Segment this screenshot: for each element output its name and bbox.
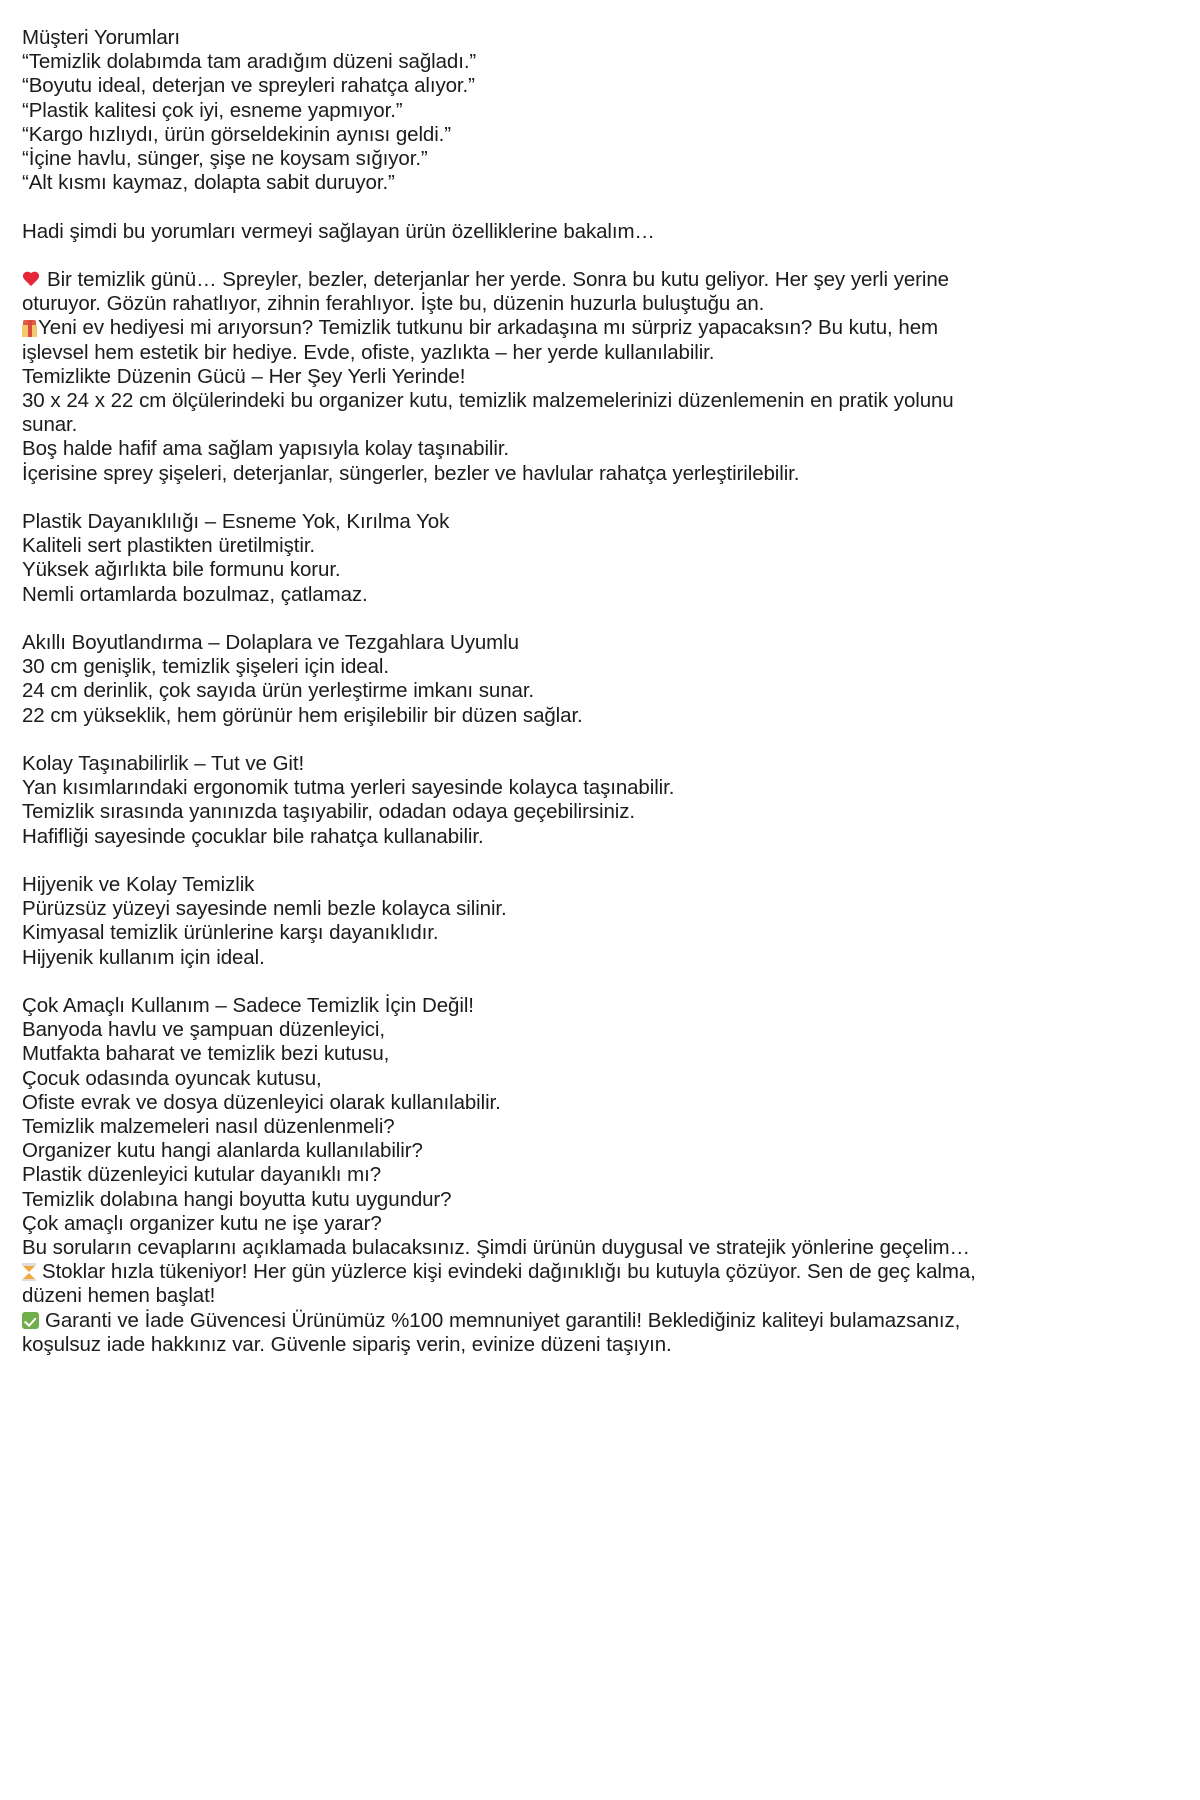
use-case-kids-room: Çocuk odasında oyuncak kutusu, — [22, 1066, 322, 1090]
gift-pitch — [22, 316, 1005, 364]
feature-durability-title: Plastik Dayanıklılığı – Esneme Yok, Kırılma Yok — [22, 510, 450, 534]
urgency-stock — [22, 1260, 1005, 1308]
feature-hygiene-title: Hijyenik ve Kolay Temizlik — [22, 873, 255, 897]
faq-question-3: Plastik düzenleyici kutular dayanıklı mı? — [22, 1163, 382, 1187]
spacer — [22, 607, 1005, 631]
feature-order-contents: İçerisine sprey şişeleri, deterjanlar, süngerler, bezler ve havlular rahatça yerleştirilebilir. — [22, 461, 800, 485]
feature-sizing-item-3: 22 cm yükseklik, hem görünür hem erişilebilir bir düzen sağlar. — [22, 703, 583, 727]
guarantee-text: Garanti ve İade Güvencesi Ürünümüz %100 memnuniyet garantili! Beklediğiniz kaliteyi bulamazsanız, koşulsuz iade hakkınız var. Güvenle sipariş verin, evinize düzeni taşıyın. — [22, 1308, 961, 1356]
guarantee — [22, 1309, 1005, 1357]
spacer — [22, 728, 1005, 752]
use-case-bathroom: Banyoda havlu ve şampuan düzenleyici, — [22, 1018, 385, 1042]
feature-portability-item-3: Hafifliği sayesinde çocuklar bile rahatça kullanabilir. — [22, 824, 484, 848]
emotional-intro-text: Bir temizlik günü… Spreyler, bezler, deterjanlar her yerde. Sonra bu kutu geliyor. Her şey yerli yerine oturuyor. Gözün rahatlıyor, zihnin ferahlıyor. İşte bu, düzenin huzurla buluştuğu an. — [22, 268, 949, 316]
feature-hygiene-item-3: Hijyenik kullanım için ideal. — [22, 945, 265, 969]
review-quote-2: “Boyutu ideal, deterjan ve spreyleri rahatça alıyor.” — [22, 74, 475, 98]
feature-durability-item-2: Yüksek ağırlıkta bile formunu korur. — [22, 558, 341, 582]
feature-order-weight: Boş halde hafif ama sağlam yapısıyla kolay taşınabilir. — [22, 437, 510, 461]
urgency-stock-text: Stoklar hızla tükeniyor! Her gün yüzlerce kişi evindeki dağınıklığı bu kutuyla çözüyor. Sen de geç kalma, düzeni hemen başlat! — [22, 1260, 976, 1308]
feature-sizing-title: Akıllı Boyutlandırma – Dolaplara ve Tezgahlara Uyumlu — [22, 631, 519, 655]
use-case-kitchen: Mutfakta baharat ve temizlik bezi kutusu, — [22, 1042, 390, 1066]
transition-line: Hadi şimdi bu yorumları vermeyi sağlayan ürün özelliklerine bakalım… — [22, 219, 655, 243]
heart-icon — [22, 272, 40, 288]
review-quote-4: “Kargo hızlıydı, ürün görseldekinin aynısı geldi.” — [22, 122, 452, 146]
feature-durability-item-1: Kaliteli sert plastikten üretilmiştir. — [22, 534, 316, 558]
feature-hygiene-item-2: Kimyasal temizlik ürünlerine karşı dayanıklıdır. — [22, 921, 439, 945]
feature-sizing-item-1: 30 cm genişlik, temizlik şişeleri için ideal. — [22, 655, 389, 679]
use-case-office: Ofiste evrak ve dosya düzenleyici olarak kullanılabilir. — [22, 1090, 501, 1114]
hourglass-icon — [22, 1263, 36, 1281]
gift-icon — [22, 320, 37, 337]
feature-order-dimensions: 30 x 24 x 22 cm ölçülerindeki bu organizer kutu, temizlik malzemelerinizi düzenlemenin en pratik yolunu sunar. — [22, 389, 954, 437]
check-mark-icon — [22, 1312, 39, 1329]
faq-question-1: Temizlik malzemeleri nasıl düzenlenmeli? — [22, 1115, 395, 1139]
feature-durability-item-3: Nemli ortamlarda bozulmaz, çatlamaz. — [22, 582, 368, 606]
faq-question-5: Çok amaçlı organizer kutu ne işe yarar? — [22, 1211, 382, 1235]
emotional-intro — [22, 268, 1005, 316]
feature-portability-item-1: Yan kısımlarındaki ergonomik tutma yerleri sayesinde kolayca taşınabilir. — [22, 776, 675, 800]
spacer — [22, 970, 1005, 994]
feature-sizing-item-2: 24 cm derinlik, çok sayıda ürün yerleştirme imkanı sunar. — [22, 679, 535, 703]
feature-portability-title: Kolay Taşınabilirlik – Tut ve Git! — [22, 752, 305, 776]
gift-pitch-text: Yeni ev hediyesi mi arıyorsun? Temizlik tutkunu bir arkadaşına mı sürpriz yapacaksın? Bu kutu, hem işlevsel hem estetik bir hediye. Evde, ofiste, yazlıkta – her yerde kullanılabilir. — [22, 316, 938, 364]
spacer — [22, 195, 1005, 219]
feature-multipurpose-title: Çok Amaçlı Kullanım – Sadece Temizlik İçin Değil! — [22, 994, 474, 1018]
spacer — [22, 849, 1005, 873]
feature-portability-item-2: Temizlik sırasında yanınızda taşıyabilir, odadan odaya geçebilirsiniz. — [22, 800, 635, 824]
spacer — [22, 486, 1005, 510]
spacer — [22, 244, 1005, 268]
review-quote-6: “Alt kısmı kaymaz, dolapta sabit duruyor.” — [22, 171, 395, 195]
feature-order-title: Temizlikte Düzenin Gücü – Her Şey Yerli Yerinde! — [22, 364, 466, 388]
faq-question-2: Organizer kutu hangi alanlarda kullanılabilir? — [22, 1139, 423, 1163]
faq-question-4: Temizlik dolabına hangi boyutta kutu uygundur? — [22, 1187, 452, 1211]
faq-answer-note: Bu soruların cevaplarını açıklamada bulacaksınız. Şimdi ürünün duygusal ve stratejik yönlerine geçelim… — [22, 1236, 970, 1260]
review-quote-5: “İçine havlu, sünger, şişe ne koysam sığıyor.” — [22, 147, 428, 171]
reviews-heading: Müşteri Yorumları — [22, 26, 181, 49]
review-quote-1: “Temizlik dolabımda tam aradığım düzeni sağladı.” — [22, 50, 477, 74]
review-quote-3: “Plastik kalitesi çok iyi, esneme yapmıyor.” — [22, 98, 403, 122]
feature-hygiene-item-1: Pürüzsüz yüzeyi sayesinde nemli bezle kolayca silinir. — [22, 897, 507, 921]
document-body — [22, 26, 1005, 1357]
